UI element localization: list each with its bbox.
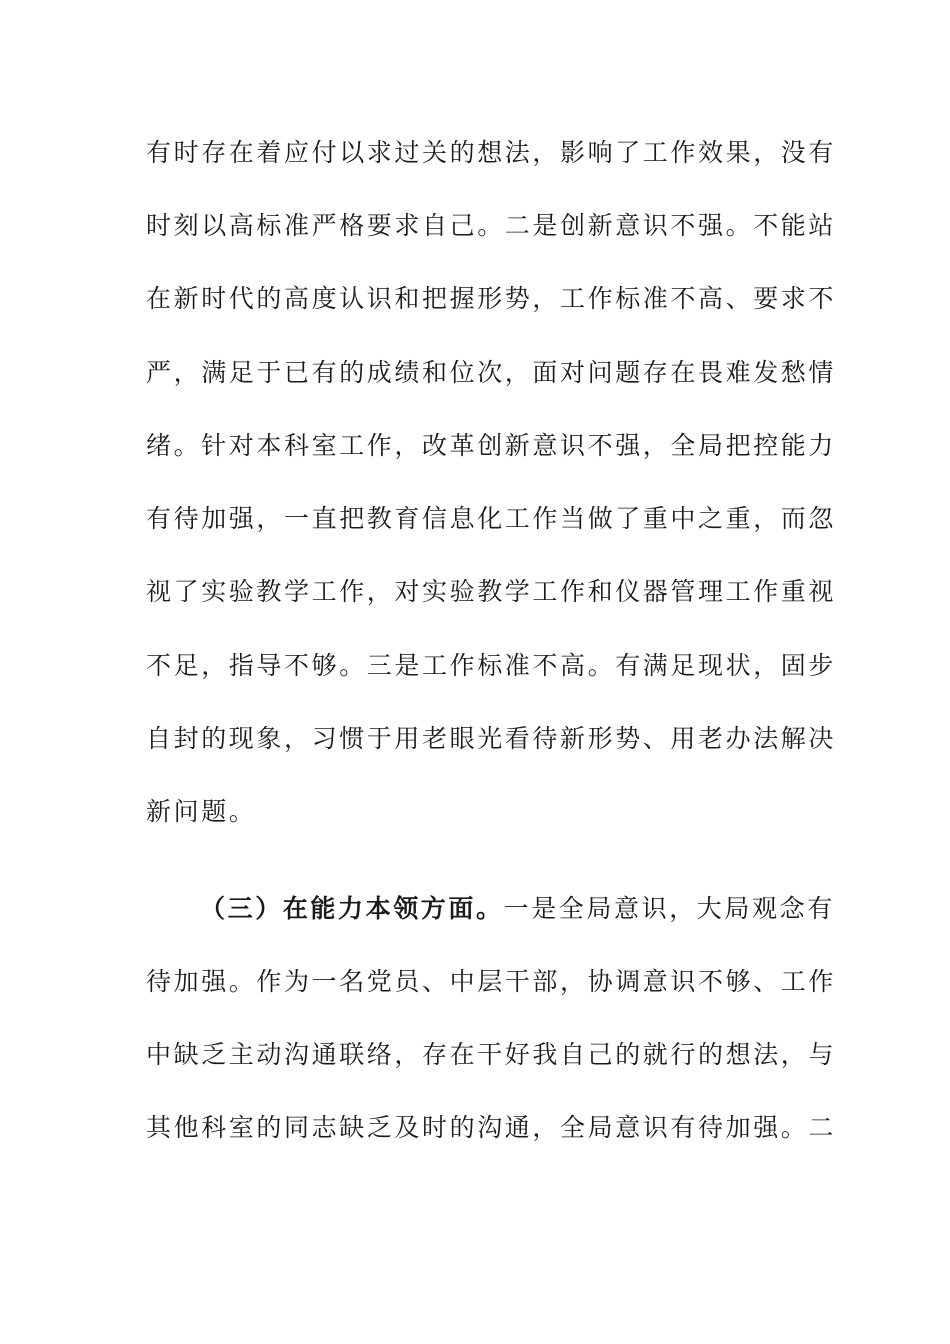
- text-line: 中缺乏主动沟通联络，存在干好我自己的就行的想法，与: [146, 1040, 837, 1069]
- text-line: 有待加强，一直把教育信息化工作当做了重中之重，而忽: [146, 504, 837, 533]
- section-heading: （三）在能力本领方面。: [200, 894, 504, 923]
- text-line: 严，满足于已有的成绩和位次，面对问题存在畏难发愁情: [146, 358, 837, 387]
- text-line: 新问题。: [146, 797, 257, 826]
- text-line: 不足，指导不够。三是工作标准不高。有满足现状，固步: [146, 651, 837, 680]
- text-line: 在新时代的高度认识和把握形势，工作标准不高、要求不: [146, 284, 837, 313]
- text-line: 待加强。作为一名党员、中层干部，协调意识不够、工作: [146, 967, 837, 996]
- text-line: 有时存在着应付以求过关的想法，影响了工作效果，没有: [146, 138, 837, 167]
- text-run: 一是全局意识，大局观念有: [503, 894, 835, 923]
- text-line: 时刻以高标准严格要求自己。二是创新意识不强。不能站: [146, 211, 837, 240]
- text-line: 自封的现象，习惯于用老眼光看待新形势、用老办法解决: [146, 724, 837, 753]
- text-line: 视了实验教学工作，对实验教学工作和仪器管理工作重视: [146, 577, 837, 606]
- text-line: 其他科室的同志缺乏及时的沟通，全局意识有待加强。二: [146, 1113, 837, 1142]
- text-line-first: [146, 889, 835, 929]
- text-line: 绪。针对本科室工作，改革创新意识不强，全局把控能力: [146, 431, 837, 460]
